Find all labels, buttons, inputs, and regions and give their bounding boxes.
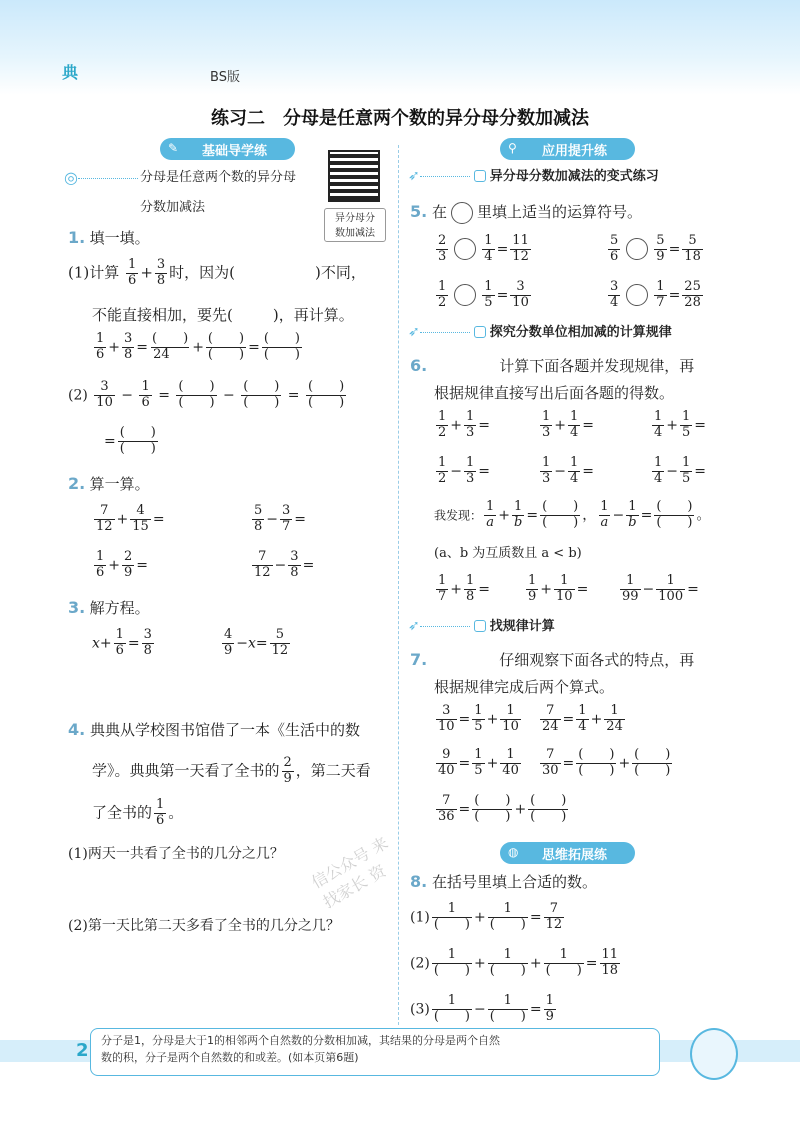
q1-eq1: $\frac{1}{6}$ + $\frac{3}{8}$ = $\frac{( )}{24}$ + $\frac{( )}{( )}$ = $\frac{( )}{( )}$ xyxy=(96,331,300,362)
watermark-stamp: 信公众号 来找家长 资 xyxy=(308,833,392,913)
operator-circle[interactable] xyxy=(454,284,476,306)
q1-part1: (1)计算 $\frac{1}{6}$ + $\frac{3}{8}$ 时，因为( )不同， xyxy=(68,257,366,288)
compass-icon: ✎ xyxy=(168,141,179,155)
q6-condition: (a、b 为互质数且 a < b) xyxy=(434,546,582,561)
sub2-row: ➶ 探究分数单位相加减的计算规律 xyxy=(408,324,672,340)
q6-line1: 6. 计算下面各题并发现规律，再 xyxy=(410,356,695,375)
rocket-icon: ➶ xyxy=(408,168,420,184)
q8-header: 8. 在括号里填上合适的数。 xyxy=(410,872,598,891)
q6-find: 我发现： $\frac{1}{a}$ + $\frac{1}{b}$ = $\frac{( )}{( )}$ ， $\frac{1}{a}$ − $\frac{1}{b}$ = $\frac{( )}{( )}$ 。 xyxy=(434,499,711,530)
q6-c1: $\frac{1}{7}$ + $\frac{1}{8}$ = xyxy=(438,573,491,604)
q8-row3: (3) $\frac{1}{( )}$ − $\frac{1}{( )}$ = $\frac{1}{9}$ xyxy=(410,993,554,1024)
mascot-icon xyxy=(690,1028,738,1080)
rocket-icon: ➶ xyxy=(408,324,420,340)
tip-box: 分子是1，分母是大于1的相邻两个自然数的分数相加减，其结果的分母是两个自然 数的积，分子是两个自然数的和或差。(如本页第6题) xyxy=(90,1028,660,1076)
circle-blank xyxy=(451,202,473,224)
q2-header: 2. 算一算。 xyxy=(68,474,150,493)
q6-c3: $\frac{1}{99}$ − $\frac{1}{100}$ = xyxy=(622,573,699,604)
q4-line1: 4. 典典从学校图书馆借了一本《生活中的数 xyxy=(68,720,361,739)
q8-row1: (1) $\frac{1}{( )}$ + $\frac{1}{( )}$ = $\frac{7}{12}$ xyxy=(410,901,563,932)
q7-eq4: $\frac{7}{30}$ = $\frac{( )}{( )}$ + $\frac{( )}{( )}$ xyxy=(542,747,671,778)
q2-row1a: $\frac{7}{12}$ + $\frac{4}{15}$ = xyxy=(96,503,165,534)
q7-eq2: $\frac{7}{24}$ = $\frac{1}{4}$ + $\frac{1}{24}$ xyxy=(542,703,623,734)
q2-row2b: $\frac{7}{12}$ − $\frac{3}{8}$ = xyxy=(254,549,315,580)
rocket-icon: ➶ xyxy=(408,618,420,634)
q6-b1: $\frac{1}{2}$ − $\frac{1}{3}$ = xyxy=(438,455,491,486)
target-icon: ◎ xyxy=(64,168,138,187)
operator-circle[interactable] xyxy=(626,284,648,306)
q4-line2: 学》。典典第一天看了全书的 $\frac{2}{9}$ ，第二天看 xyxy=(92,755,371,786)
q4-line3: 了全书的 $\frac{1}{6}$ 。 xyxy=(92,797,184,828)
qr-label: 异分母分 数加减法 xyxy=(324,208,386,242)
q3-eq2: $\frac{4}{9}$ −x= $\frac{5}{12}$ xyxy=(224,627,289,658)
banner-basic: ✎ 基础导学练 xyxy=(160,138,295,160)
q5-eq4: $\frac{3}{4}$ $\frac{1}{7}$ = $\frac{25}{28}$ xyxy=(610,279,701,310)
magnifier-icon: ⚲ xyxy=(508,141,517,155)
q5-eq3: $\frac{1}{2}$ $\frac{1}{5}$ = $\frac{3}{10}$ xyxy=(438,279,529,310)
q1-part1-line2: 不能直接相加，要先( )，再计算。 xyxy=(92,306,354,324)
checkbox-icon xyxy=(474,326,486,338)
operator-circle[interactable] xyxy=(626,238,648,260)
banner-apply: ⚲ 应用提升练 xyxy=(500,138,635,160)
q2-row2a: $\frac{1}{6}$ + $\frac{2}{9}$ = xyxy=(96,549,149,580)
operator-circle[interactable] xyxy=(454,238,476,260)
q2-row1b: $\frac{5}{8}$ − $\frac{3}{7}$ = xyxy=(254,503,307,534)
checkbox-icon xyxy=(474,170,486,182)
globe-icon: ◍ xyxy=(508,845,519,859)
q4-sub2: (2)第一天比第二天多看了全书的几分之几？ xyxy=(68,918,340,934)
column-divider xyxy=(398,145,399,1025)
page-title: 练习二 分母是任意两个数的异分母分数加减法 xyxy=(211,108,589,129)
q7-eq5: $\frac{7}{36}$ = $\frac{( )}{( )}$ + $\frac{( )}{( )}$ xyxy=(438,793,567,824)
q1-part2-result: = $\frac{( )}{( )}$ xyxy=(104,425,156,456)
edition-label: BS版 xyxy=(210,70,240,85)
q5-header: 5. 在 里填上适当的运算符号。 xyxy=(410,202,642,224)
logo: 典 xyxy=(62,63,79,82)
qr-code[interactable] xyxy=(328,150,380,202)
banner-extend: ◍ 思维拓展练 xyxy=(500,842,635,864)
q3-header: 3. 解方程。 xyxy=(68,598,150,617)
q1-header: 1. 填一填。 xyxy=(68,228,150,247)
q3-eq1: x+ $\frac{1}{6}$ = $\frac{3}{8}$ xyxy=(92,627,152,658)
header-band xyxy=(0,0,800,95)
topic-line1: 分母是任意两个数的异分母 xyxy=(140,170,297,185)
q7-line1: 7. 仔细观察下面各式的特点，再 xyxy=(410,650,695,669)
q6-a2: $\frac{1}{3}$ + $\frac{1}{4}$ = xyxy=(542,409,595,440)
q7-line2: 根据规律完成后两个算式。 xyxy=(434,678,615,696)
q7-eq3: $\frac{9}{40}$ = $\frac{1}{5}$ + $\frac{1}{40}$ xyxy=(438,747,519,778)
q6-a3: $\frac{1}{4}$ + $\frac{1}{5}$ = xyxy=(654,409,707,440)
q8-row2: (2) $\frac{1}{( )}$ + $\frac{1}{( )}$ + $\frac{1}{( )}$ = $\frac{11}{18}$ xyxy=(410,947,619,978)
checkbox-icon xyxy=(474,620,486,632)
topic-line2: 分数加减法 xyxy=(140,200,206,215)
q6-c2: $\frac{1}{9}$ + $\frac{1}{10}$ = xyxy=(528,573,589,604)
sub3-row: ➶ 找规律计算 xyxy=(408,618,555,634)
page-number: 2 xyxy=(76,1040,89,1061)
q4-sub1: (1)两天一共看了全书的几分之几？ xyxy=(68,846,284,862)
q5-eq1: $\frac{2}{3}$ $\frac{1}{4}$ = $\frac{11}{12}$ xyxy=(438,233,529,264)
q5-eq2: $\frac{5}{6}$ $\frac{5}{9}$ = $\frac{5}{18}$ xyxy=(610,233,701,264)
q6-line2: 根据规律直接写出后面各题的得数。 xyxy=(434,384,675,402)
q6-a1: $\frac{1}{2}$ + $\frac{1}{3}$ = xyxy=(438,409,491,440)
q6-b2: $\frac{1}{3}$ − $\frac{1}{4}$ = xyxy=(542,455,595,486)
q6-b3: $\frac{1}{4}$ − $\frac{1}{5}$ = xyxy=(654,455,707,486)
q7-eq1: $\frac{3}{10}$ = $\frac{1}{5}$ + $\frac{1}{10}$ xyxy=(438,703,519,734)
sub1-row: ➶ 异分母分数加减法的变式练习 xyxy=(408,168,659,184)
q1-part2: (2) $\frac{3}{10}$ − $\frac{1}{6}$ = $\frac{( )}{( )}$ − $\frac{( )}{( )}$ = $\frac{( )}{( )}$ xyxy=(68,379,345,410)
